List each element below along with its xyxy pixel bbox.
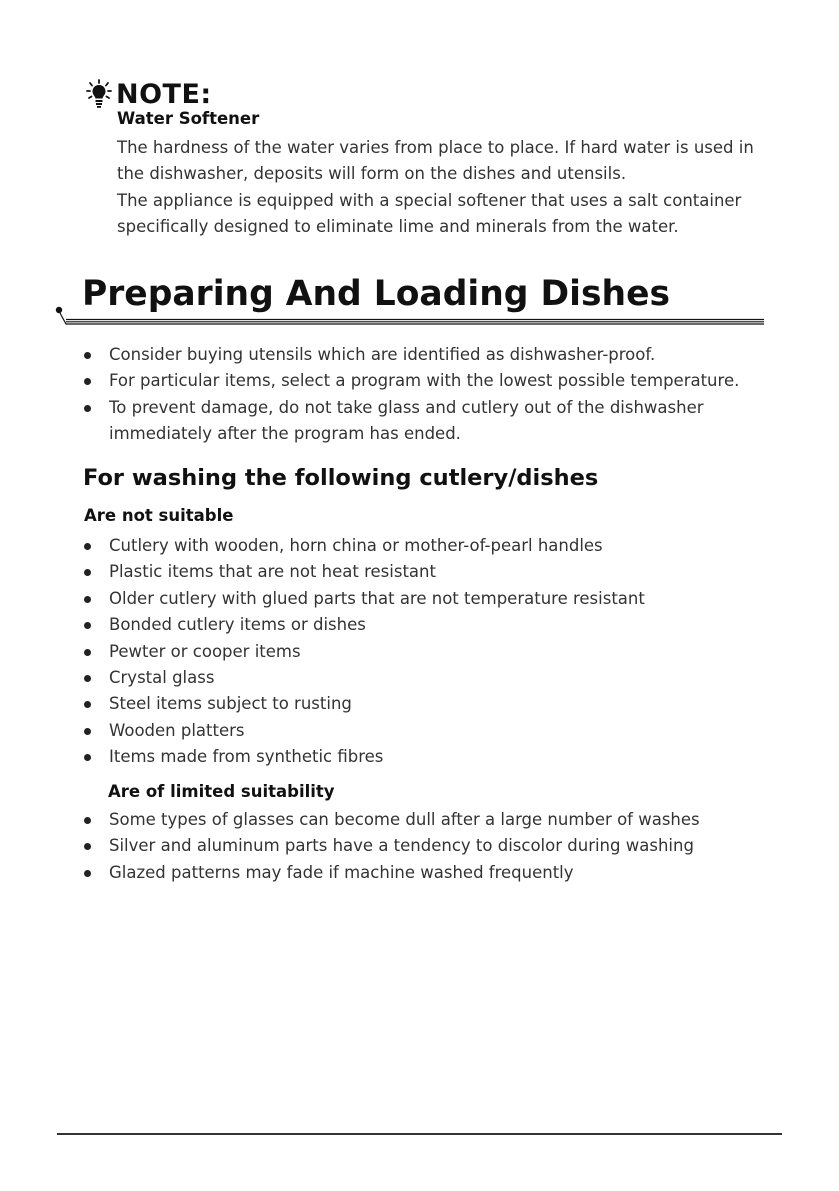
note-subtitle: Water Softener — [117, 109, 260, 128]
lightbulb-icon — [86, 79, 112, 109]
bullet-icon — [84, 728, 91, 735]
list-item-text: Older cutlery with glued parts that are not temperature resistant — [109, 588, 645, 608]
list-item — [81, 612, 741, 638]
list-item — [81, 860, 741, 886]
list-item — [81, 559, 741, 585]
bullet-icon — [84, 543, 91, 550]
bullet-icon — [84, 754, 91, 761]
list-item-text: Consider buying utensils which are identified as dishwasher-proof. — [109, 345, 656, 364]
note-title: NOTE: — [116, 78, 212, 110]
list-item-text: Glazed patterns may fade if machine washed frequently — [109, 862, 574, 882]
list-item-text: Items made from synthetic fibres — [109, 747, 384, 767]
list-item — [81, 718, 741, 744]
list-item — [81, 665, 741, 691]
list-item — [81, 586, 741, 612]
bullet-icon — [84, 352, 91, 359]
list-item-text: Crystal glass — [109, 668, 215, 688]
list-item — [81, 639, 741, 665]
bullet-icon — [84, 405, 91, 412]
bullet-icon — [84, 675, 91, 682]
list-item-text: Bonded cutlery items or dishes — [109, 615, 366, 635]
section-title: Preparing And Loading Dishes — [82, 274, 670, 314]
list-item-text: Cutlery with wooden, horn china or mother-of-pearl handles — [109, 536, 603, 555]
bullet-icon — [84, 870, 91, 877]
bullet-icon — [84, 817, 91, 824]
bullet-icon — [84, 622, 91, 629]
limited-suitability-heading: Are of limited suitability — [108, 782, 335, 801]
note-paragraph: The hardness of the water varies from place to place. If hard water is used in the dishwasher, deposits will form on the dishes and utensils. — [117, 138, 754, 184]
list-item-text: Some types of glasses can become dull after a large number of washes — [109, 810, 700, 829]
list-item — [81, 744, 741, 770]
note-paragraph: The appliance is equipped with a special softener that uses a salt container specifically designed to eliminate lime and minerals from the water. — [117, 190, 742, 236]
bullet-icon — [84, 843, 91, 850]
bullet-icon — [84, 701, 91, 708]
note-header — [86, 74, 212, 114]
not-suitable-heading: Are not suitable — [84, 506, 234, 525]
preparing-bullet-list — [81, 342, 741, 448]
limited-suitability-list — [81, 807, 741, 886]
list-item — [81, 342, 741, 368]
list-item-text: For particular items, select a program with the lowest possible temperature. — [109, 371, 740, 391]
bullet-icon — [84, 378, 91, 385]
list-item-text: Silver and aluminum parts have a tendency to discolor during washing — [109, 836, 694, 856]
list-item — [81, 395, 741, 448]
list-item — [81, 807, 741, 833]
list-item — [81, 833, 741, 859]
list-item-text: Plastic items that are not heat resistant — [109, 562, 436, 582]
footer-divider — [57, 1133, 782, 1135]
not-suitable-list — [81, 533, 741, 771]
bullet-icon — [84, 596, 91, 603]
list-item-text: To prevent damage, do not take glass and cutlery out of the dishwasher immediately after the program has ended. — [109, 397, 704, 444]
list-item — [81, 533, 741, 559]
note-body — [117, 135, 777, 240]
list-item-text: Steel items subject to rusting — [109, 694, 352, 714]
list-item — [81, 368, 741, 394]
list-item-text: Pewter or cooper items — [109, 641, 301, 661]
list-item-text: Wooden platters — [109, 720, 245, 740]
list-item — [81, 691, 741, 717]
washing-heading: For washing the following cutlery/dishes — [83, 465, 599, 491]
bullet-icon — [84, 569, 91, 576]
bullet-icon — [84, 649, 91, 656]
